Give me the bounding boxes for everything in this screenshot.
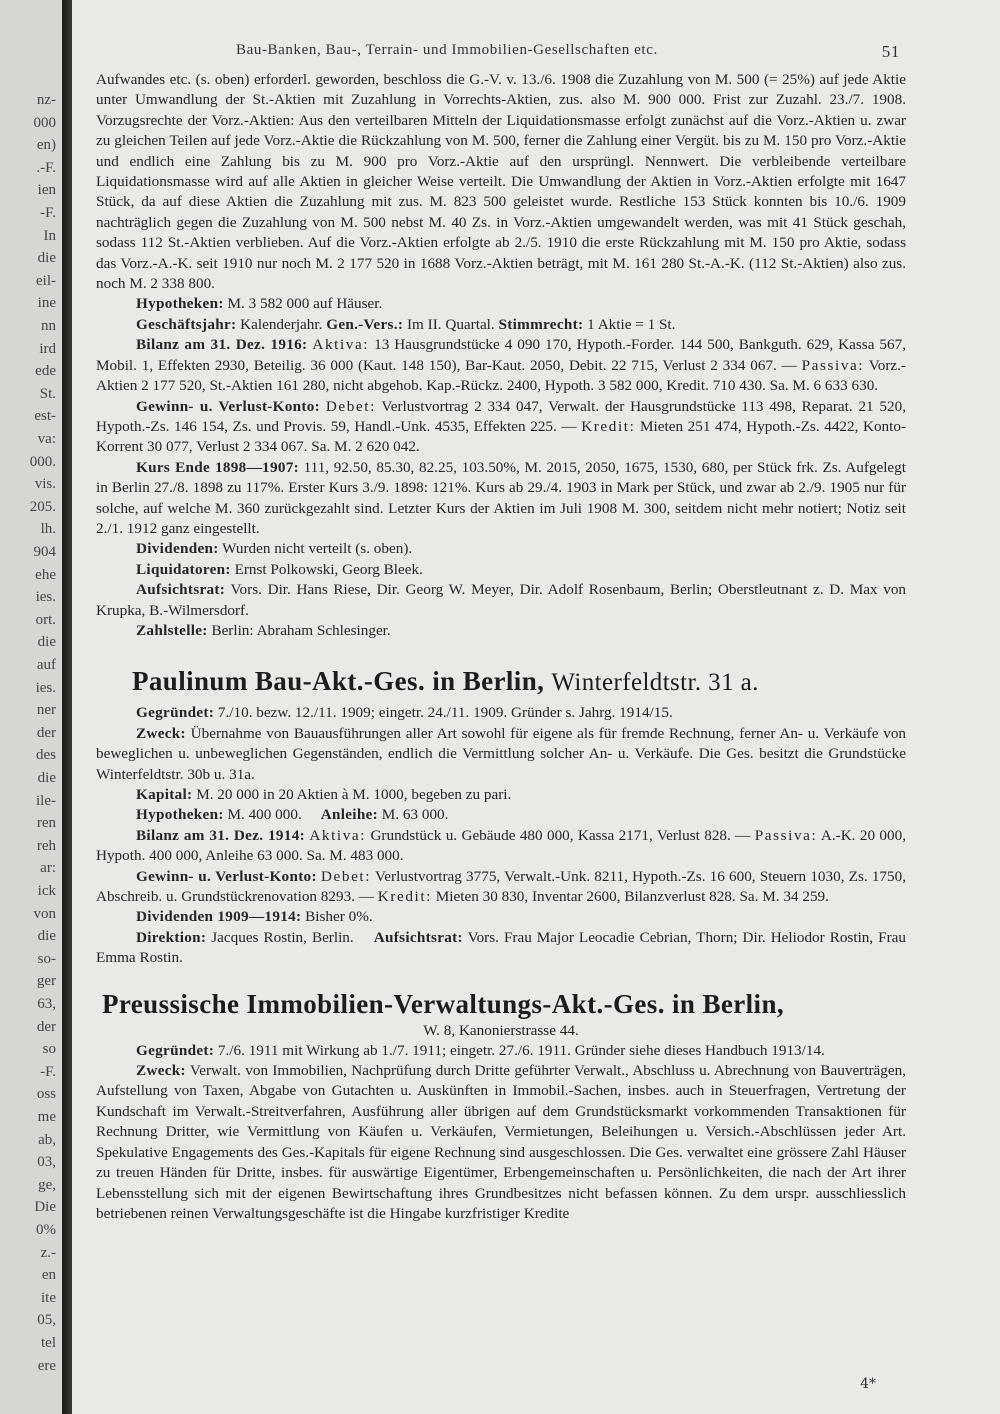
- entry-liquidatoren: [96, 560, 906, 580]
- entry-zahlstelle: [96, 621, 906, 641]
- running-head-title: Bau-Banken, Bau-, Terrain- und Immobilien-Gesellschaften etc.: [236, 42, 658, 58]
- value-zahlstelle: Berlin: Abraham Schlesinger.: [211, 621, 391, 639]
- company-address: W. 8, Kanonierstrasse 44.: [423, 1021, 579, 1039]
- facing-page-text-fragment: ien: [37, 182, 56, 199]
- page-number: 51: [881, 42, 900, 61]
- entry-bilanz: [96, 335, 906, 396]
- continuation-paragraph: Aufwandes etc. (s. oben) erforderl. geworden, beschloss die G.-V. v. 13./6. 1908 die Zuzahlung von M. 500 (= 25%) auf jede Aktie unter Umwandlung der St.-Aktien mit Zuzahlung in Vorrechts-Aktien, zus. also M. 900 000. Frist zur Zuzahl. 23./7. 1908. Vorzugsrechte der Vorz.-Aktien: Aus den verteilbaren Mitteln der Liquidationsmasse erfolgt zunächst auf die Vorz.-Aktien u. zwar zu gleichen Teilen auf jede Vorz.-Aktie die Rückzahlung von M. 500, ferner die Zahlung einer Vergüt. bis zu M. 150 pro Vorz.-Aktie und endlich eine Zahlung bis zu M. 900 pro Vorz.-Aktie auf den ursprüngl. Nennwert. Die verbleibende verteilbare Liquidationsmasse wird auf alle Aktien in gleicher Weise verteilt. Die Umwandlung der Aktien in Vorz.-Aktien erfolgte mit 1647 Stück, da auf diese Aktien die Zuzahlung mit zus. M. 823 500 geleistet wurde. Restliche 153 Stück konnten bis 10./6. 1909 nachträglich gegen die Zuzahlung von M. 500 nebst M. 40 Zs. in Vorz.-Aktien umgewandelt werden, was mit 41 Stück geschah, sodass 112 St.-Aktien verblieben. Auf die Vorz.-Aktien erfolgte ab 2./5. 1910 die erste Rückzahlung mit M. 150 pro Aktie, sodass das Vorz.-A.-K. seit 1910 nur noch M. 2 177 520 in 1688 Vorz.-Aktien beträgt, mit M. 161 280 St.-A.-K. (112 St.-Aktien) also zus. noch M. 2 338 800.: [96, 71, 906, 293]
- previous-page-margin: [0, 0, 62, 1414]
- facing-page-text-fragment: der: [36, 1018, 56, 1035]
- label-direktion: Direktion:: [136, 928, 207, 946]
- facing-page-text-fragment: des: [36, 747, 56, 764]
- facing-page-text-fragment: ge,: [38, 1176, 56, 1193]
- facing-page-text-fragment: von: [33, 905, 56, 922]
- value-stimmrecht: 1 Aktie = 1 St.: [587, 315, 676, 333]
- entry-zweck: [96, 724, 906, 785]
- label-kurs: Kurs Ende 1898—1907:: [136, 458, 299, 476]
- value-zweck: Übernahme von Bauausführungen aller Art sowohl für eigene als für fremde Rechnung, ferner An- u. Verkäufe von beweglichen u. unbeweglichen Gegenständen, endlich die Vermittlung solcher An- u. Verkäufe. Die Ges. besitzt die Grundstücke Winterfeldtstr. 30b u. 31a.: [96, 724, 907, 783]
- label-kredit: Kredit:: [581, 417, 636, 435]
- facing-page-text-fragment: nz-: [36, 92, 56, 108]
- facing-page-text-fragment: Die: [34, 1199, 56, 1216]
- facing-page-text-fragment: en): [36, 137, 56, 154]
- facing-page-text-fragment: ite: [41, 1289, 56, 1306]
- signature-mark: 4*: [860, 1376, 876, 1392]
- label-kredit: Kredit:: [377, 888, 432, 906]
- section-paulinum: [96, 663, 906, 968]
- facing-page-text-fragment: ab,: [38, 1131, 56, 1148]
- value-gegruendet: 7./10. bezw. 12./11. 1909; eingetr. 24./11. 1909. Gründer s. Jahrg. 1914/15.: [217, 704, 673, 722]
- value-hypotheken: M. 400 000.: [227, 806, 302, 824]
- facing-page-text-fragment: die: [37, 250, 56, 267]
- value-aufsichtsrat: Vors. Frau Major Leocadie Cebrian, Thorn; Dir. Heliodor Rostin, Frau Emma Rostin.: [96, 928, 907, 967]
- facing-page-text-fragment: 000: [33, 114, 56, 131]
- label-zweck: Zweck:: [136, 724, 186, 742]
- facing-page-text-fragment: In: [43, 227, 56, 244]
- label-gen-vers: Gen.-Vers.:: [326, 315, 404, 333]
- company-name: Paulinum Bau-Akt.-Ges. in Berlin,: [132, 666, 545, 697]
- label-dividenden: Dividenden 1909—1914:: [136, 908, 302, 926]
- value-debet: Verlustvortrag 2 334 047, Verwalt. der Hausgrundstücke 113 498, Reparat. 21 520, Hypoth.-Zs. 146 154, Zs. und Provis. 59, Handl.-Unk. 4535, Effekten 225. —: [96, 397, 906, 435]
- value-direktion: Jacques Rostin, Berlin.: [211, 928, 354, 946]
- entry-kapital: [96, 785, 906, 805]
- facing-page-text-fragment: -F.: [40, 1063, 56, 1080]
- facing-page-text-fragment: auf: [36, 657, 56, 673]
- label-passiva: Passiva:: [801, 356, 865, 374]
- facing-page-text-fragment: ehe: [35, 566, 56, 583]
- entry-hypotheken: [96, 294, 906, 314]
- value-gegruendet: 7./6. 1911 mit Wirkung ab 1./7. 1911; eingetr. 27./6. 1911. Gründer siehe dieses Handbuch 1913/14.: [217, 1041, 825, 1059]
- label-aufsichtsrat: Aufsichtsrat:: [136, 581, 226, 599]
- facing-page-text-fragment: ick: [37, 883, 56, 899]
- value-kredit: Mieten 251 474, Hypoth.-Zs. 4422, Konto-Korrent 30 077, Verlust 2 334 067. Sa. M. 2 620 042.: [96, 417, 907, 456]
- book-binding-gutter: [62, 0, 72, 1414]
- facing-page-text-fragment: St.: [39, 385, 56, 402]
- value-geschaeftsjahr: Kalenderjahr.: [240, 315, 323, 333]
- label-gegruendet: Gegründet:: [136, 704, 215, 722]
- facing-page-text-fragment: ies.: [35, 679, 56, 696]
- value-passiva: Vorz.-Aktien 2 177 520, St.-Aktien 161 280, nicht abgehob. Kap.-Rückz. 2400, Hypoth. 3 582 000, Kredit. 710 430. Sa. M. 6 633 630.: [96, 356, 906, 395]
- label-bilanz: Bilanz am 31. Dez. 1916:: [136, 336, 308, 354]
- facing-page-text-fragment: oss: [36, 1086, 56, 1103]
- entry-gegruendet: [96, 1041, 906, 1061]
- facing-page-text-fragment: ede: [35, 363, 56, 380]
- label-zweck: Zweck:: [136, 1062, 186, 1080]
- facing-page-text-fragment: ird: [39, 340, 56, 357]
- facing-page-text-fragment: ort.: [35, 611, 56, 628]
- value-passiva: A.-K. 20 000, Hypoth. 400 000, Anleihe 63 000. Sa. M. 483 000.: [96, 826, 906, 865]
- facing-page-text-fragment: der: [36, 724, 56, 741]
- value-gen-vers: Im II. Quartal.: [406, 315, 495, 333]
- facing-page-text-fragment: die: [37, 928, 56, 945]
- value-kurs: 111, 92.50, 85.30, 82.25, 103.50%, M. 2015, 2050, 1675, 1530, 680, per Stück frk. Zs. Aufgelegt in Berlin 27./8. 1898 zu 117%. Erster Kurs 3./9. 1898: 121%. Kurs ab 29./4. 1903 in Mark per Stück, und zwar ab 2./9. 1905 nur für solche, auf welche M. 360 zurückgezahlt sind. Letzter Kurs der Aktien im Juli 1908 M. 300, seitdem nicht mehr notiert; Notiz seit 2./1. 1912 ganz eingestellt.: [96, 458, 906, 537]
- label-gewinn-verlust: Gewinn- u. Verlust-Konto:: [136, 397, 321, 415]
- label-dividenden: Dividenden:: [136, 540, 219, 558]
- label-kapital: Kapital:: [136, 786, 193, 803]
- label-hypotheken: Hypotheken:: [136, 295, 224, 313]
- facing-page-text-fragment: 000.: [29, 453, 56, 470]
- value-dividenden: Bisher 0%.: [305, 908, 373, 926]
- facing-page-text-fragment: me: [37, 1109, 56, 1125]
- facing-page-text-fragment: ger: [36, 973, 56, 990]
- entry-dividenden: [96, 907, 906, 927]
- value-zweck: Verwalt. von Immobilien, Nachprüfung durch Dritte geführter Verwalt., Abschluss u. Abrechnung von Bauverträgen, Aufstellung von Taxen, Abgabe von Gutachten u. Auskünften in Immobil.-Sachen, insbes. auch in Steuerfragen, Vertretung der Kundschaft im Verwalt.-Streitverfahren, Ausführung aller übrigen auf dem Grundstücksmarkt vorkommenden Transaktionen für Rechnung Dritter, wie Vermittlung von Käufen u. Verkäufen, Vermietungen, Beleihungen u. Versich.-Abschlüssen jeder Art. Spekulative Engagements des Ges.-Kapitals für eigene Rechnung sind ausgeschlossen. Die Ges. verwaltet eine grössere Zahl Häuser zu treuen Händen für Dritte, insbes. für auswärtige Eigentümer, Erbengemeinschaften u. Persönlichkeiten, die nach der Art ihrer Lebensstellung sich mit der eigenen Bewirtschaftung ihres Grundbesitzes nicht befassen können. Zu dem urspr. ausschliesslich betriebenen reinen Verwaltungsgeschäfte ist die Hingabe kurzfristiger Kredite: [96, 1062, 906, 1222]
- label-aktiva: Aktiva:: [309, 826, 367, 844]
- company-title-paulinum: [132, 663, 906, 701]
- facing-page-text-fragment: va:: [37, 431, 56, 447]
- facing-page-text-fragment: lh.: [40, 521, 56, 538]
- facing-page-text-fragment: eil-: [36, 272, 56, 289]
- facing-page-text-fragment: ine: [37, 295, 56, 312]
- company-title-preussische: Preussische Immobilien-Verwaltungs-Akt.-Ges. in Berlin,: [102, 988, 785, 1019]
- facing-page-text-fragment: .-F.: [36, 159, 56, 176]
- facing-page-text-fragment: 03,: [37, 1154, 56, 1171]
- facing-page-text-fragment: 05,: [37, 1312, 56, 1329]
- facing-page-text-fragment: nn: [41, 318, 56, 334]
- section-continued-company: [96, 70, 906, 641]
- facing-page-text-fragment: tel: [41, 1335, 56, 1351]
- entry-bilanz: [96, 826, 906, 867]
- facing-page-text-fragment: -F.: [40, 205, 56, 221]
- company-address: Winterfeldtstr. 31 a.: [551, 669, 759, 697]
- running-head: [96, 36, 906, 66]
- label-gegruendet: Gegründet:: [136, 1041, 215, 1059]
- facing-page-text-fragment: vis.: [34, 476, 56, 493]
- label-zahlstelle: Zahlstelle:: [136, 621, 208, 639]
- label-bilanz: Bilanz am 31. Dez. 1914:: [136, 826, 305, 844]
- label-passiva: Passiva:: [754, 826, 818, 844]
- facing-page-text-fragment: z.-: [40, 1244, 56, 1261]
- facing-page-text-fragment: est-: [34, 408, 56, 425]
- label-geschaeftsjahr: Geschäftsjahr:: [136, 315, 237, 333]
- value-hypotheken: M. 3 582 000 auf Häuser.: [227, 295, 383, 313]
- value-aktiva: 13 Hausgrundstücke 4 090 170, Hypoth.-Forder. 144 500, Bankguth. 629, Kassa 567, Mobil. 1, Effekten 2930, Beteilig. 36 000 (Kaut. 148 150), Bar-Kaut. 2050, Debit. 22 715, Verlust 2 334 067. —: [96, 336, 907, 374]
- facing-page-text-fragment: die: [37, 770, 56, 786]
- label-debet: Debet:: [320, 867, 372, 885]
- entry-hypotheken-anleihe: [96, 805, 906, 825]
- facing-page-text-fragment: ere: [37, 1357, 56, 1374]
- label-liquidatoren: Liquidatoren:: [136, 560, 231, 578]
- facing-page-text-fragment: so: [42, 1041, 56, 1058]
- facing-page-text-fragment: ren: [36, 815, 56, 832]
- document-page: [96, 36, 906, 1396]
- facing-page-text-fragment: ar:: [40, 860, 56, 877]
- facing-page-text-fragment: en: [41, 1267, 56, 1284]
- entry-gewinn-verlust: [96, 867, 906, 908]
- facing-page-text-fragment: so-: [37, 950, 56, 967]
- value-debet: Verlustvortrag 3775, Verwalt.-Unk. 8211, Hypoth.-Zs. 16 600, Steuern 1030, Zs. 1750, Abschreib. u. Grundstückrenovation 8293. —: [96, 867, 906, 906]
- label-gewinn-verlust: Gewinn- u. Verlust-Konto:: [136, 867, 317, 885]
- value-aktiva: Grundstück u. Gebäude 480 000, Kassa 2171, Verlust 828. —: [370, 826, 751, 844]
- entry-zweck: [96, 1061, 906, 1224]
- label-aktiva: Aktiva:: [312, 336, 370, 354]
- label-debet: Debet:: [325, 397, 376, 415]
- entry-aufsichtsrat: [96, 580, 906, 621]
- value-kredit: Mieten 30 830, Inventar 2600, Bilanzverlust 828. Sa. M. 34 259.: [435, 888, 829, 906]
- facing-page-text-fragment: 205.: [29, 498, 56, 515]
- facing-page-text-fragment: reh: [36, 837, 56, 854]
- label-anleihe: Anleihe:: [320, 806, 378, 824]
- label-hypotheken: Hypotheken:: [136, 806, 224, 824]
- entry-gewinn-verlust: [96, 397, 906, 458]
- label-stimmrecht: Stimmrecht:: [498, 315, 584, 333]
- value-anleihe: M. 63 000.: [381, 806, 449, 824]
- facing-page-text-fragment: 0%: [36, 1222, 56, 1238]
- entry-gegruendet: [96, 703, 906, 723]
- value-liquidatoren: Ernst Polkowski, Georg Bleek.: [234, 560, 423, 578]
- value-aufsichtsrat: Vors. Dir. Hans Riese, Dir. Georg W. Meyer, Dir. Adolf Rosenbaum, Berlin; Oberstleutnant z. D. Max von Krupka, B.-Wilmersdorf.: [96, 581, 907, 619]
- facing-page-text-fragment: 904: [33, 544, 56, 560]
- value-dividenden: Wurden nicht verteilt (s. oben).: [222, 540, 413, 558]
- facing-page-text-fragment: 63,: [37, 996, 56, 1012]
- facing-page-text-fragment: ner: [36, 702, 56, 719]
- facing-page-text-fragment: ile-: [36, 792, 56, 809]
- value-kapital: M. 20 000 in 20 Aktien à M. 1000, begeben zu pari.: [196, 786, 512, 803]
- entry-dividenden: [96, 539, 906, 559]
- facing-page-text-fragment: ies.: [35, 589, 56, 606]
- entry-kurs: [96, 458, 906, 540]
- section-preussische-immobilien: [96, 987, 906, 1225]
- label-aufsichtsrat: Aufsichtsrat:: [373, 928, 463, 946]
- facing-page-text-fragment: die: [37, 634, 56, 651]
- entry-geschaeftsjahr: [96, 315, 906, 335]
- entry-direktion-aufsichtsrat: [96, 928, 906, 969]
